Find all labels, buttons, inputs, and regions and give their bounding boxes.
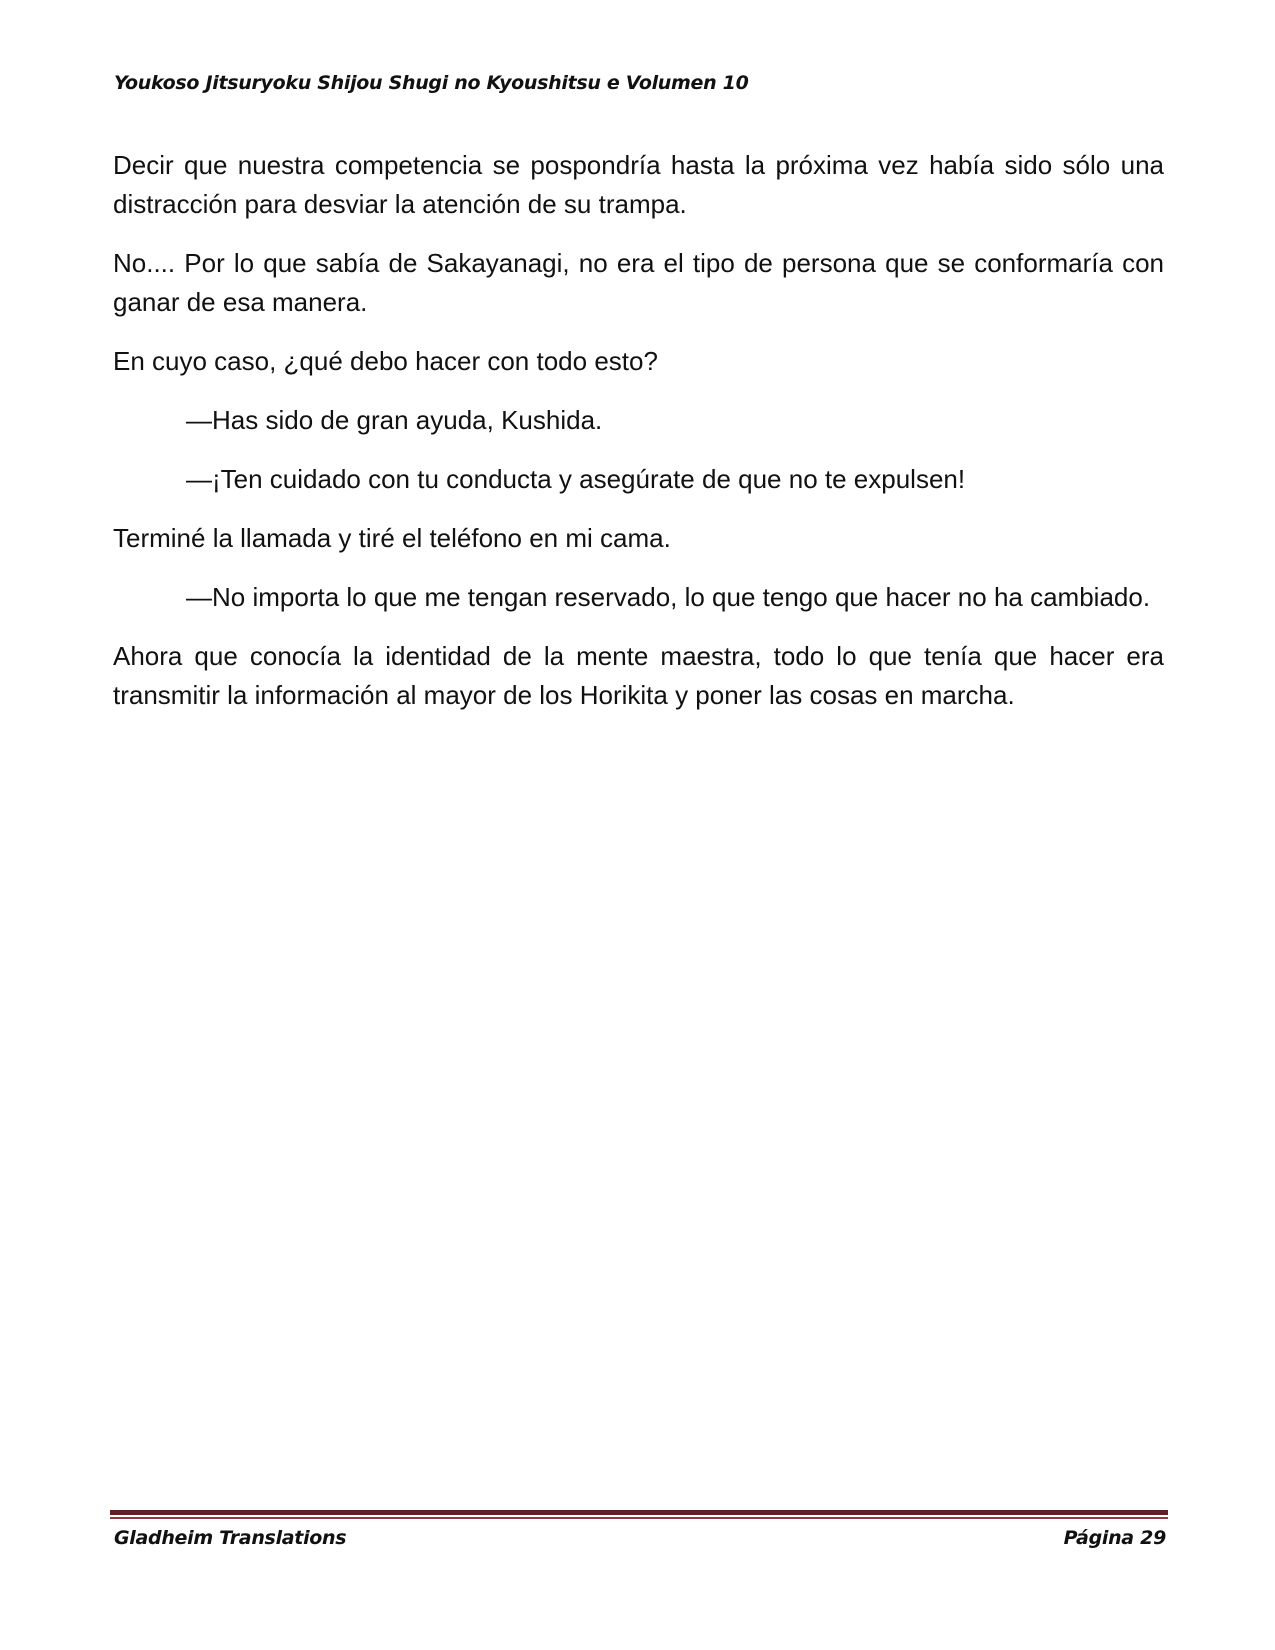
paragraph: En cuyo caso, ¿qué debo hacer con todo esto? [113,346,658,376]
body-text [113,146,1164,735]
footer-divider-thick [110,1510,1168,1515]
footer-divider-thin [110,1517,1168,1519]
paragraph: Ahora que conocía la identidad de la mente maestra, todo lo que tenía que hacer era transmitir la información al mayor de los Horikita y poner las cosas en marcha. [113,641,1164,710]
dialogue-line: —¡Ten cuidado con tu conducta y asegúrate de que no te expulsen! [186,464,966,494]
footer-divider [110,1510,1168,1519]
dialogue-line: —No importa lo que me tengan reservado, lo que tengo que hacer no ha cambiado. [186,582,1151,612]
paragraph: Decir que nuestra competencia se pospondría hasta la próxima vez había sido sólo una distracción para desviar la atención de su trampa. [113,150,1164,219]
dialogue-line: —Has sido de gran ayuda, Kushida. [186,405,603,435]
footer-publisher: Gladheim Translations [114,1527,347,1549]
footer-page-number: Página 29 [1063,1527,1166,1549]
paragraph: No.... Por lo que sabía de Sakayanagi, no era el tipo de persona que se conformaría con ganar de esa manera. [113,248,1164,317]
paragraph: Terminé la llamada y tiré el teléfono en mi cama. [113,523,671,553]
header-title: Youkoso Jitsuryoku Shijou Shugi no Kyoushitsu e Volumen 10 [114,72,749,94]
